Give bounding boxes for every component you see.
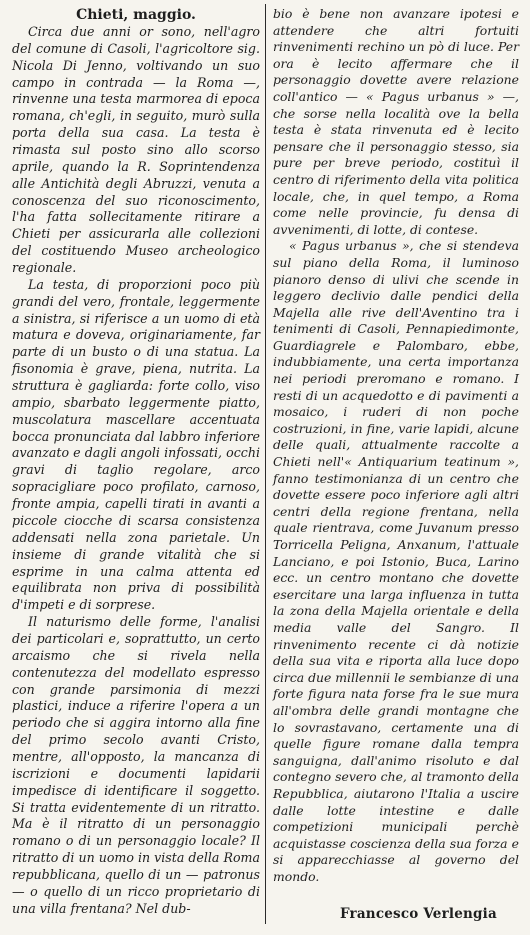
paragraph-4: « Pagus urbanus », che si stendeva sul piano della Roma, il luminoso pianoro denso di ulivi che scende in leggero declivio dalle pendici della Majella alle rive dell'Aventino tra i tenimenti di Casoli, Pennapiedimonte, Guardiagrele e Palombaro, ebbe, indubbiamente, una certa importanza nei periodi preromano e romano. I resti di un acquedotto e di pavimenti a mosaico, i ruderi di non poche costruzioni, in fine, varie lapidi, alcune delle quali, attualmente raccolte a Chieti nell'« Antiquarium teatinum », fanno testimonianza di un centro che dovette essere poco inferiore agli altri centri della regione frentana, nella quale rientrava, come Juvanum presso Torricella Peligna, Anxanum, l'attuale Lanciano, e poi Istonio, Buca, Larino ecc. un centro montano che dovette esercitare una larga influenza in tutta la zona della Majella orientale e della media valle del Sangro. Il rinvenimento recente ci dà notizie della sua vita e riporta alla luce dopo circa due millennii le sembianze di una forte figura nata forse fra le sue mura all'ombra delle grandi montagne che lo sovrastavano, certamente una di quelle figure romane dalla tempra sanguigna, dall'animo risoluto e dal contegno severo che, al tramonto della Repubblica, aiutarono l'Italia a uscire dalle lotte intestine e dalle competizioni municipali perchè acquistasse coscienza della sua forza e si apparecchiasse al governo del mondo. <box>273 238 519 884</box>
paragraph-1: Circa due anni or sono, nell'agro del comune di Casoli, l'agricoltore sig. Nicola Di Jenno, voltivando un suo campo in contrada — la Roma —, rinvenne una testa marmorea di epoca romana, ch'egli, in seguito, murò sulla porta della sua casa. La testa è rimasta sul posto sino allo scorso aprile, quando la R. Soprintendenza alle Antichità degli Abruzzi, venuta a conoscenza del suo riconoscimento, l'ha fatta sollecitamente ritirare a Chieti per assicurarla alle collezioni del costituendo Museo archeologico regionale. <box>12 24 260 276</box>
byline: Francesco Verlengia <box>340 906 497 922</box>
paragraph-2: La testa, di proporzioni poco più grandi del vero, frontale, leggermente a sinistra, si riferisce a un uomo di età matura e doveva, originariamente, far parte di un busto o di una statua. La fisonomia è grave, piena, nutrita. La struttura è gagliarda: forte collo, viso ampio, sbarbato leggermente piatto, muscolatura mascellare accentuata bocca pronunciata dal labbro inferiore avanzato e dagli angoli infossati, occhi gravi di taglio regolare, arco sopracigliare poco profilato, carnoso, fronte ampia, capelli tirati in avanti a piccole ciocche di scarsa consistenza addensati nella zona parietale. Un insieme di grande vitalità che si esprime in una calma attenta ed equilibrata non priva di possibilità d'impeti e di sorprese. <box>12 276 260 613</box>
paragraph-3: Il naturismo delle forme, l'analisi dei particolari e, soprattutto, un certo arcaismo che si rivela nella contenutezza del modellato espresso con grande parsimonia di mezzi plastici, induce a riferire l'opera a un periodo che si aggira intorno alla fine del primo secolo avanti Cristo, mentre, all'opposto, la mancanza di iscrizioni e documenti lapidarii impedisce di identificare il soggetto. Si tratta evidentemente di un ritratto. Ma è il ritratto di un personaggio romano o di un personaggio locale? Il ritratto di un uomo in vista della Roma repubblicana, quello di un — patronus — o quello di un ricco proprietario di una villa frentana? Nel dub- <box>12 614 260 916</box>
paragraph-3-continuation: bio è bene non avanzare ipotesi e attendere che altri fortuiti rinvenimenti rechino un pò di luce. Per ora è lecito affermare che il personaggio dovette avere relazione coll'antico — « Pagus urbanus » —, che sorse nella località ove la bella testa è stata rinvenuta ed è lecito pensare che il personaggio stesso, sia pure per breve periodo, costituì il centro di riferimento della vita politica locale, che, in quel tempo, a Roma come nelle provincie, fu densa di avvenimenti, di lotte, di contese. <box>273 6 519 237</box>
column-divider <box>265 4 266 924</box>
right-column <box>273 6 519 885</box>
dateline: Chieti, maggio. <box>76 7 196 23</box>
left-column <box>12 6 260 918</box>
